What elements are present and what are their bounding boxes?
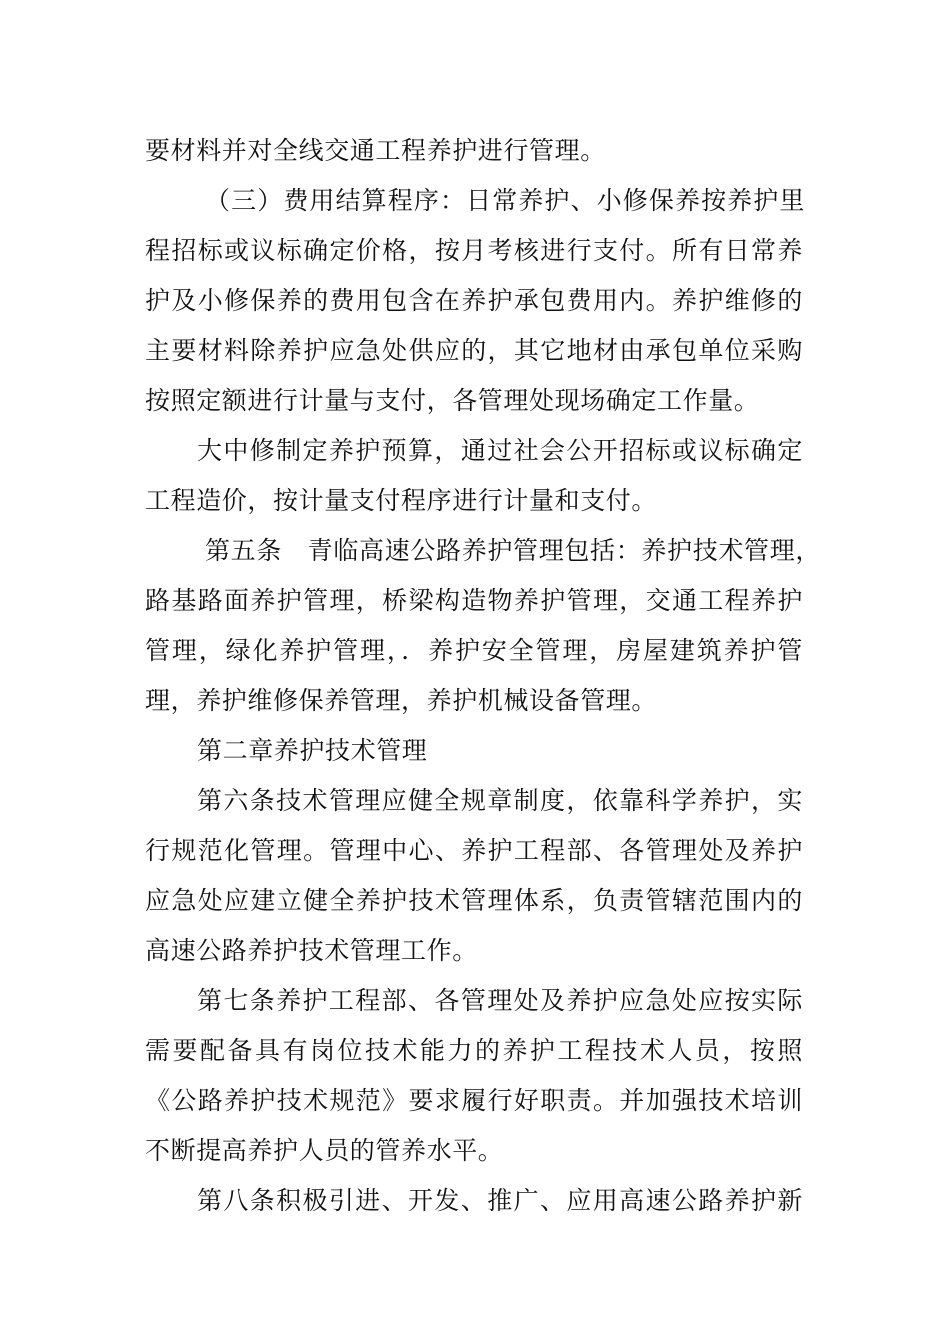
text-line: 理，养护维修保养管理，养护机械设备管理。 [145,686,658,715]
text-line: 第六条技术管理应健全规章制度，依靠科学养护，实 [197,786,803,815]
text-line: （三）费用结算程序：日常养护、小修保养按养护里 [205,186,805,215]
text-line: 第八条积极引进、开发、推广、应用高速公路养护新 [197,1186,803,1215]
chapter-heading: 第二章养护技术管理 [197,736,428,765]
text-line: 大中修制定养护预算，通过社会公开招标或议标确定 [197,436,803,465]
text-line: 程招标或议标确定价格，按月考核进行支付。所有日常养 [145,236,803,265]
text-line: 需要配备具有岗位技术能力的养护工程技术人员，按照 [145,1036,803,1065]
text-line: 第七条养护工程部、各管理处及养护应急处应按实际 [197,986,803,1015]
text-line: 工程造价，按计量支付程序进行计量和支付。 [145,486,658,515]
text-line: 护及小修保养的费用包含在养护承包费用内。养护维修的 [145,286,803,315]
text-line: 主要材料除养护应急处供应的，其它地材由承包单位采购 [145,336,803,365]
text-line: 《公路养护技术规范》要求履行好职责。并加强技术培训 [145,1086,803,1115]
text-line: 第五条 青临高速公路养护管理包括：养护技术管理， [205,536,821,565]
text-line: 按照定额进行计量与支付，各管理处现场确定工作量。 [145,386,760,415]
text-line: 要材料并对全线交通工程养护进行管理。 [145,136,606,165]
text-line: 管理，绿化养护管理，．养护安全管理，房屋建筑养护管 [145,636,803,665]
text-line: 不断提高养护人员的管养水平。 [145,1136,504,1165]
text-line: 高速公路养护技术管理工作。 [145,936,478,965]
text-line: 行规范化管理。管理中心、养护工程部、各管理处及养护 [145,836,803,865]
text-line: 应急处应建立健全养护技术管理体系，负责管辖范围内的 [145,886,803,915]
text-line: 路基路面养护管理，桥梁构造物养护管理，交通工程养护 [145,586,803,615]
